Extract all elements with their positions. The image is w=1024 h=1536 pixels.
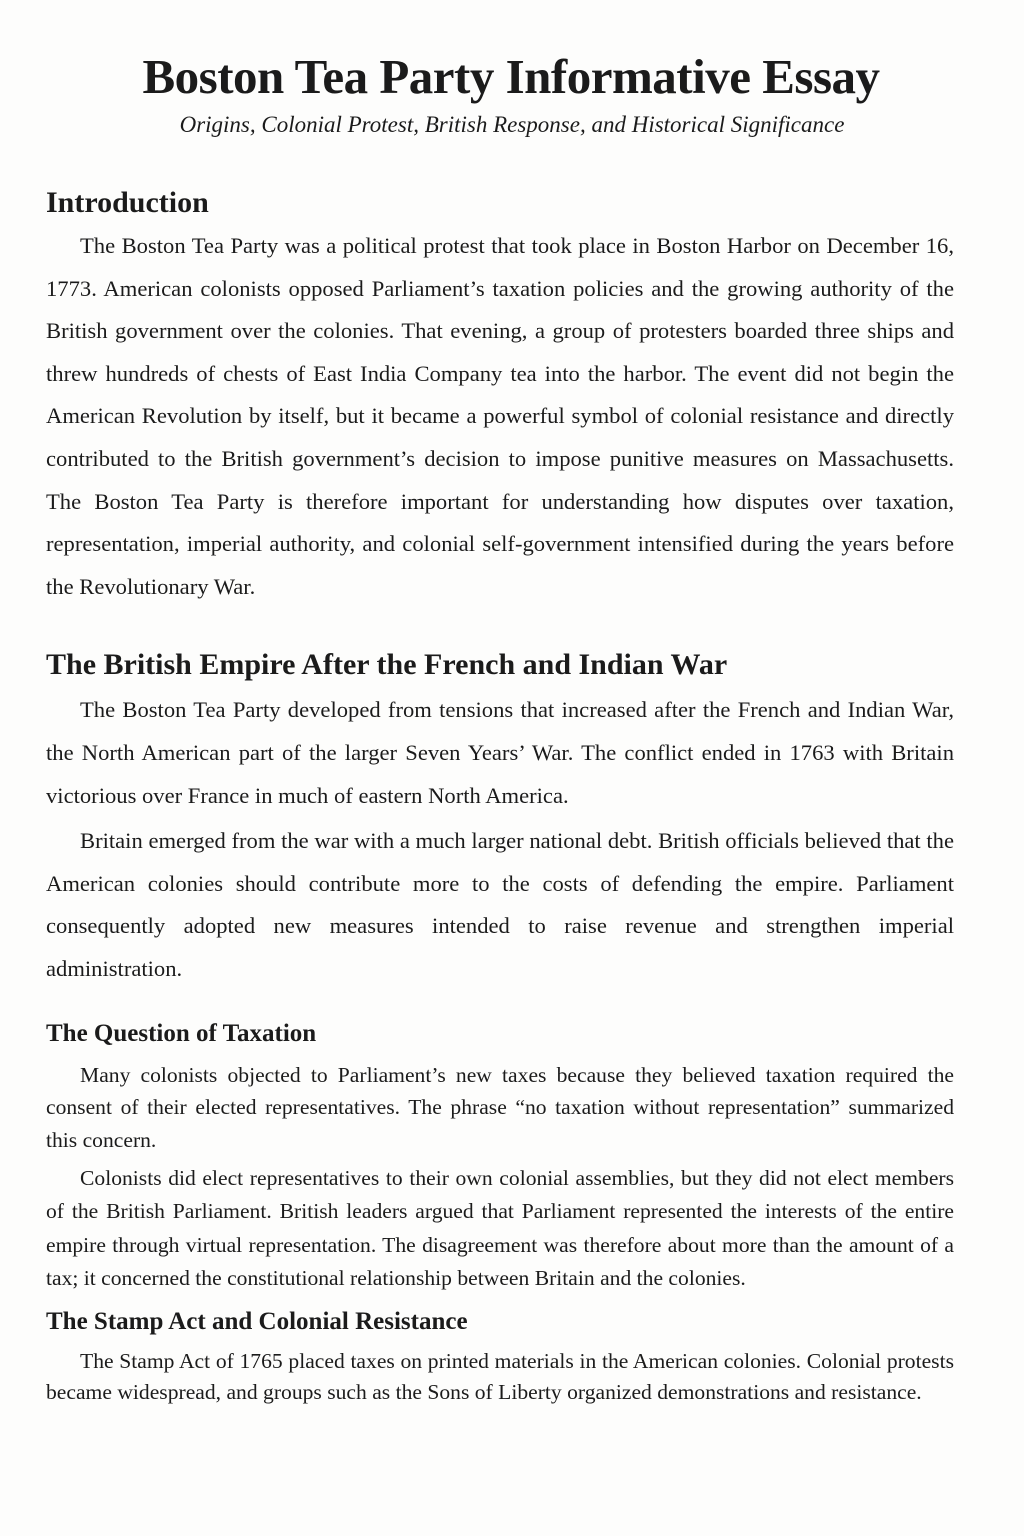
essay-subtitle: Origins, Colonial Protest, British Response, and Historical Significance [179, 112, 845, 137]
essay-title: Boston Tea Party Informative Essay [142, 49, 880, 104]
paragraph-introduction-1: The Boston Tea Party was a political protest that took place in Boston Harbor on December 16, 1773. American colonists opposed Parliament’s taxation policies and the growing authority of the British government over the colonies. That evening, a group of protesters boarded three ships and threw hundreds of chests of East India Company tea into the harbor. The event did not begin the American Revolution by itself, but it became a powerful symbol of colonial resistance and directly contributed to the British government’s decision to impose punitive measures on Massachusetts. The Boston Tea Party is therefore important for understanding how disputes over taxation, representation, imperial authority, and colonial self-government intensified during the years before the Revolutionary War. [46, 233, 954, 599]
paragraph-taxation-1: Many colonists objected to Parliament’s new taxes because they believed taxation required the consent of their elected representatives. The phrase “no taxation without representation” summarized this concern. [46, 1062, 954, 1152]
section-heading-british-empire: The British Empire After the French and Indian War [46, 648, 728, 682]
paragraph-taxation-2: Colonists did elect representatives to their own colonial assemblies, but they did not elect members of the British Parliament. British leaders argued that Parliament represented the interests of the entire empire through virtual representation. The disagreement was therefore about more than the amount of a tax; it concerned the constitutional relationship between Britain and the colonies. [46, 1166, 954, 1290]
section-heading-stamp-act: The Stamp Act and Colonial Resistance [46, 1308, 468, 1336]
section-heading-taxation: The Question of Taxation [46, 1019, 317, 1047]
paragraph-stamp-act-1: The Stamp Act of 1765 placed taxes on printed materials in the American colonies. Colonial protests became widespread, and groups such as the Sons of Liberty organized demonstrations and resistance. [46, 1349, 954, 1405]
paragraph-empire-2: Britain emerged from the war with a much larger national debt. British officials believed that the American colonies should contribute more to the costs of defending the empire. Parliament consequently adopted new measures intended to raise revenue and strengthen imperial administration. [46, 828, 954, 981]
paragraph-empire-1: The Boston Tea Party developed from tensions that increased after the French and Indian War, the North American part of the larger Seven Years’ War. The conflict ended in 1763 with Britain victorious over France in much of eastern North America. [46, 697, 954, 808]
section-heading-introduction: Introduction [46, 186, 209, 219]
